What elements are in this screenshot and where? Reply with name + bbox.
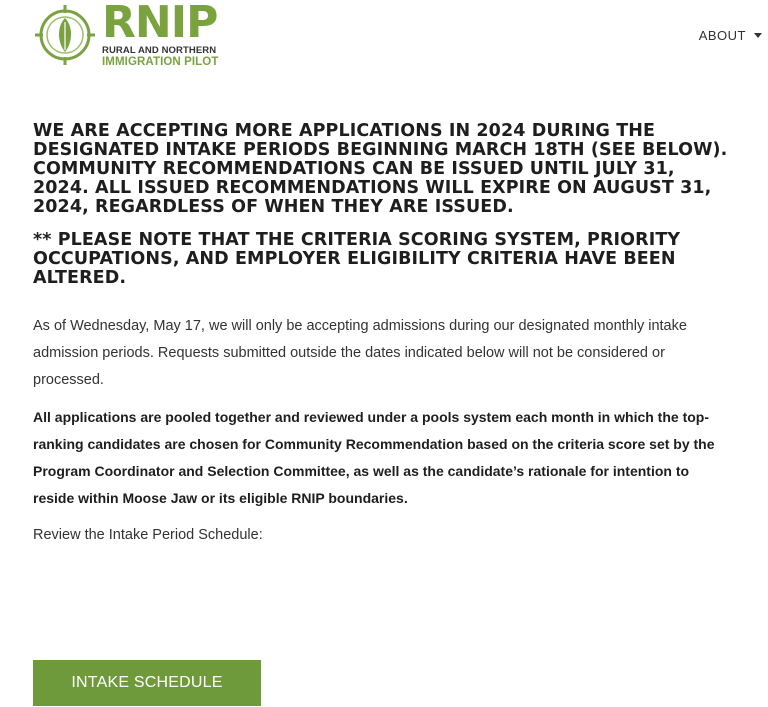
nav-about-menu[interactable]	[699, 28, 762, 43]
compass-leaf-icon	[34, 4, 96, 66]
site-header	[0, 0, 768, 80]
pools-system-text: All applications are pooled together and reviewed under a pools system each month in which the top-ranking candidates are chosen for Community Recommendation based on the criteria score set by the Program Coordinator and Selection Committee, as well as the candidate’s rationale for intention to reside within Moose Jaw or its eligible RNIP boundaries.	[33, 409, 715, 506]
review-schedule-text: Review the Intake Period Schedule:	[33, 527, 263, 543]
site-logo[interactable]	[34, 0, 219, 68]
logo-subtitle-line2: IMMIGRATION PILOT	[102, 56, 219, 68]
intake-headline: WE ARE ACCEPTING MORE APPLICATIONS IN 2024 DURING THE DESIGNATED INTAKE PERIODS BEGINNING MARCH 18TH (SEE BELOW). COMMUNITY RECOMMENDATIONS CAN BE ISSUED UNTIL JULY 31, 2024. ALL ISSUED RECOMMENDATIONS WILL EXPIRE ON AUGUST 31, 2024, REGARDLESS OF WHEN THEY ARE ISSUED.	[33, 121, 728, 217]
intake-schedule-button[interactable]: INTAKE SCHEDULE	[33, 660, 261, 706]
nav-about-label: ABOUT	[698, 28, 746, 43]
main-content	[33, 122, 733, 549]
logo-text	[102, 0, 219, 68]
logo-title: RNIP	[102, 0, 218, 48]
criteria-change-note: ** PLEASE NOTE THAT THE CRITERIA SCORING SYSTEM, PRIORITY OCCUPATIONS, AND EMPLOYER ELIGIBILITY CRITERIA HAVE BEEN ALTERED.	[33, 230, 681, 288]
caret-down-icon	[754, 33, 762, 38]
logo-subtitle-line1: RURAL AND NORTHERN	[102, 45, 217, 56]
admissions-intro-text: As of Wednesday, May 17, we will only be accepting admissions during our designated monthly intake admission periods. Requests submitted outside the dates indicated below will not be considered or processed.	[33, 318, 687, 388]
